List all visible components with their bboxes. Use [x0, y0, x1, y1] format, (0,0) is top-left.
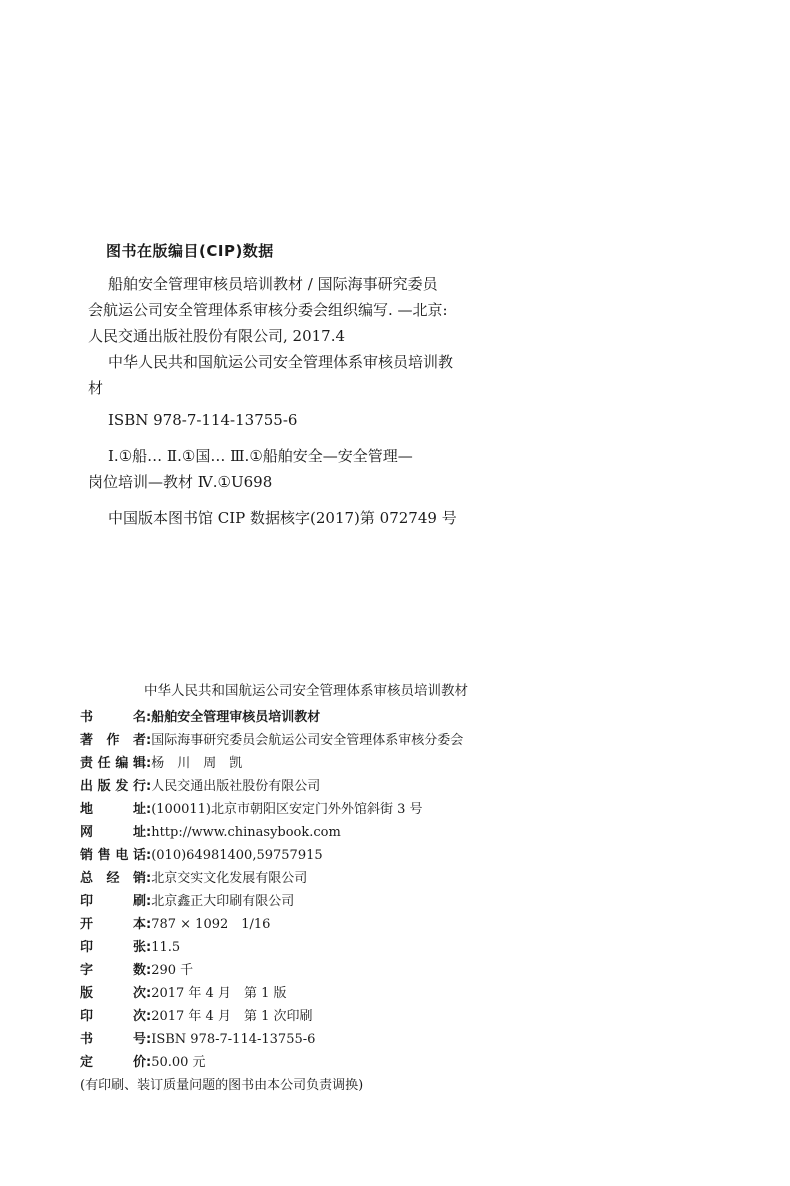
imprint-label: 定 价 — [80, 1055, 146, 1070]
imprint-value: (100011)北京市朝阳区安定门外外馆斜街 3 号 — [151, 802, 423, 817]
imprint-label: 网 址 — [80, 825, 146, 840]
imprint-colon: : — [146, 986, 152, 1001]
cip-line: 人民交通出版社股份有限公司, 2017.4 — [88, 327, 346, 345]
imprint-value: 北京鑫正大印刷有限公司 — [151, 894, 295, 909]
imprint-label: 销售电话 — [80, 848, 146, 863]
imprint-label: 版 次 — [80, 986, 146, 1001]
imprint-row-printer — [80, 890, 550, 913]
imprint-label: 责任编辑 — [80, 756, 146, 771]
cip-line: 船舶安全管理审核员培训教材 / 国际海事研究委员 — [108, 275, 438, 293]
imprint-value: http://www.chinasybook.com — [151, 825, 341, 840]
imprint-label: 印 次 — [80, 1009, 146, 1024]
imprint-row-website — [80, 821, 550, 844]
cip-line: 会航运公司安全管理体系审核分委会组织编写. —北京: — [88, 301, 448, 319]
imprint-label: 书 号 — [80, 1032, 146, 1047]
imprint-colon: : — [146, 802, 152, 817]
imprint-label: 地 址 — [80, 802, 146, 817]
imprint-block — [80, 680, 550, 1097]
cip-line: 材 — [88, 379, 104, 397]
cip-data-block — [88, 240, 528, 531]
imprint-colon: : — [146, 825, 152, 840]
imprint-value: 2017 年 4 月 第 1 次印刷 — [151, 1009, 313, 1024]
imprint-label: 印 张 — [80, 940, 146, 955]
imprint-label: 字 数 — [80, 963, 146, 978]
imprint-value: 船舶安全管理审核员培训教材 — [151, 710, 321, 725]
imprint-row-edition — [80, 982, 550, 1005]
imprint-colon: : — [146, 940, 152, 955]
imprint-row-address — [80, 798, 550, 821]
imprint-value: 290 千 — [151, 963, 194, 978]
imprint-value: (010)64981400,59757915 — [151, 848, 323, 863]
imprint-row-isbn — [80, 1028, 550, 1051]
imprint-colon: : — [146, 848, 152, 863]
cip-isbn: ISBN 978-7-114-13755-6 — [108, 411, 298, 429]
imprint-value: 杨 川 周 凯 — [151, 756, 243, 771]
imprint-colon: : — [146, 917, 152, 932]
imprint-row-phone — [80, 844, 550, 867]
imprint-value: 2017 年 4 月 第 1 版 — [151, 986, 287, 1001]
imprint-colon: : — [146, 871, 152, 886]
imprint-colon: : — [146, 894, 152, 909]
imprint-row-price — [80, 1051, 550, 1074]
imprint-row-distributor — [80, 867, 550, 890]
imprint-row-editor — [80, 752, 550, 775]
imprint-value: ISBN 978-7-114-13755-6 — [151, 1032, 316, 1047]
imprint-colon: : — [146, 963, 152, 978]
imprint-value: 北京交实文化发展有限公司 — [151, 871, 308, 886]
cip-line: 岗位培训—教材 Ⅳ.①U698 — [88, 473, 273, 491]
imprint-label: 书 名 — [80, 710, 146, 725]
cip-line: 中华人民共和国航运公司安全管理体系审核员培训教 — [108, 353, 454, 371]
imprint-colon: : — [146, 756, 152, 771]
cip-heading: 图书在版编目(CIP)数据 — [106, 242, 274, 260]
series-title: 中华人民共和国航运公司安全管理体系审核员培训教材 — [144, 683, 468, 699]
imprint-label: 印 刷 — [80, 894, 146, 909]
cip-line: Ⅰ.①船… Ⅱ.①国… Ⅲ.①船舶安全—安全管理— — [108, 447, 413, 465]
imprint-colon: : — [146, 710, 152, 725]
imprint-row-printing — [80, 1005, 550, 1028]
imprint-value: 11.5 — [151, 940, 181, 955]
imprint-label: 出版发行 — [80, 779, 146, 794]
imprint-colon: : — [146, 733, 152, 748]
imprint-label: 著 作 者 — [80, 733, 146, 748]
imprint-colon: : — [146, 1055, 152, 1070]
imprint-colon: : — [146, 1032, 152, 1047]
imprint-label: 开 本 — [80, 917, 146, 932]
quality-note: (有印刷、装订质量问题的图书由本公司负责调换) — [80, 1078, 364, 1093]
imprint-row-format — [80, 913, 550, 936]
imprint-value: 人民交通出版社股份有限公司 — [151, 779, 321, 794]
cip-record-number: 中国版本图书馆 CIP 数据核字(2017)第 072749 号 — [108, 509, 457, 527]
imprint-row-author — [80, 729, 550, 752]
imprint-value: 国际海事研究委员会航运公司安全管理体系审核分委会 — [151, 733, 464, 748]
imprint-value: 50.00 元 — [151, 1055, 206, 1070]
imprint-colon: : — [146, 779, 152, 794]
imprint-colon: : — [146, 1009, 152, 1024]
imprint-label: 总 经 销 — [80, 871, 146, 886]
imprint-value: 787 × 1092 1/16 — [151, 917, 271, 932]
imprint-row-publisher — [80, 775, 550, 798]
imprint-row-sheets — [80, 936, 550, 959]
imprint-row-title — [80, 706, 550, 729]
imprint-row-wordcount — [80, 959, 550, 982]
